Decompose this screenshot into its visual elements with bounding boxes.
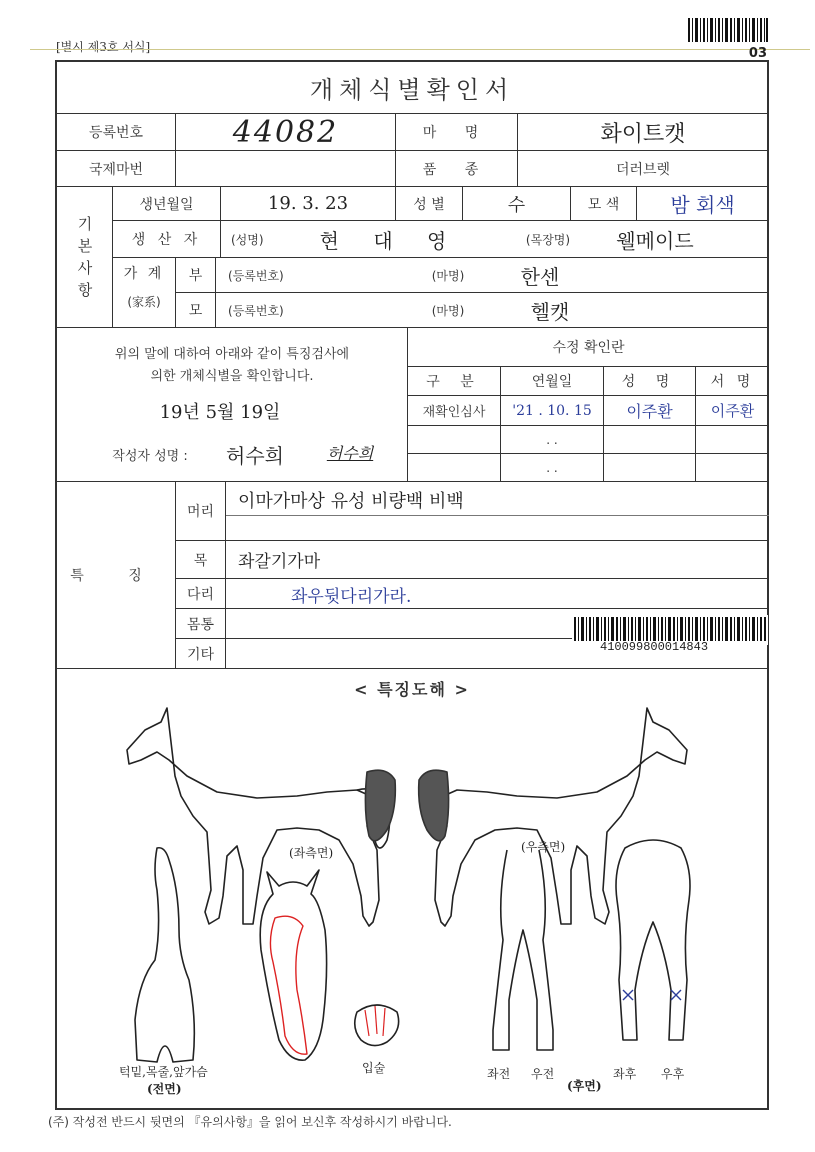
farm-label: (목장명) bbox=[525, 232, 571, 247]
face-markings bbox=[270, 916, 307, 1054]
rule bbox=[225, 481, 226, 668]
horse-name-value: 화이트캣 bbox=[600, 121, 686, 147]
birth-value: 19. 3. 23 bbox=[267, 193, 349, 214]
breed-value: 더러브렛 bbox=[615, 161, 671, 178]
left-side-tail bbox=[365, 770, 395, 841]
rear-legs-outline bbox=[616, 840, 690, 1040]
sex-value: 수 bbox=[507, 194, 526, 216]
front-right-caption: 우전 bbox=[531, 1067, 555, 1081]
dam-name-value: 헬캣 bbox=[530, 299, 570, 324]
header-divider bbox=[30, 49, 810, 50]
neck-value: 좌갈기가마 bbox=[238, 551, 321, 572]
front-body-outline bbox=[135, 848, 194, 1062]
breed-label: 품 종 bbox=[422, 161, 491, 178]
breeder-name-label: (성명) bbox=[231, 232, 264, 247]
rule bbox=[215, 257, 216, 327]
dam-label: 모 bbox=[188, 303, 203, 319]
front-legs-outline bbox=[493, 850, 553, 1050]
front-caption: 턱밑,목줄,앞가슴 bbox=[119, 1065, 208, 1079]
writer-signature: 허수희 bbox=[326, 443, 374, 463]
color-value: 밤 회색 bbox=[670, 193, 735, 217]
barcode-number: 410099800014843 bbox=[600, 640, 709, 654]
top-barcode bbox=[688, 18, 768, 42]
head-value: 이마가마상 유성 비량백 비백 bbox=[238, 491, 464, 512]
statement-line2: 의한 개체식별을 확인합니다. bbox=[150, 368, 314, 384]
revision-col-sign: 서 명 bbox=[710, 374, 755, 390]
color-label: 모 색 bbox=[587, 196, 620, 213]
sire-label: 부 bbox=[188, 268, 203, 284]
basic-section-label: 기본사항 bbox=[77, 215, 93, 299]
body-label: 몸통 bbox=[186, 616, 215, 633]
revision-col-date: 연월일 bbox=[531, 374, 573, 390]
document-title: 개체식별확인서 bbox=[309, 76, 515, 104]
revision-row3-date: . . bbox=[546, 460, 558, 475]
revision-col-name: 성 명 bbox=[621, 374, 678, 390]
revision-col-type: 구 분 bbox=[426, 374, 482, 390]
writer-label: 작성자 성명 : bbox=[112, 448, 188, 464]
revision-row1-name: 이주환 bbox=[626, 402, 673, 421]
breeder-name-value: 현 대 영 bbox=[319, 228, 461, 253]
reg-no-label: 등록번호 bbox=[88, 125, 144, 141]
legs-value: 좌우뒷다리가라. bbox=[291, 586, 412, 607]
face-outline bbox=[260, 870, 326, 1060]
intl-no-label: 국제마번 bbox=[88, 161, 144, 178]
sire-reg-label: (등록번호) bbox=[228, 268, 284, 283]
horse-name-label: 마 명 bbox=[422, 125, 491, 141]
right-side-horse-outline bbox=[435, 708, 687, 926]
revision-row2-date: . . bbox=[546, 432, 558, 447]
rule bbox=[55, 668, 769, 669]
features-section-label: 특 징 bbox=[70, 568, 162, 584]
head-label: 머리 bbox=[186, 504, 215, 520]
lip-caption: 입술 bbox=[362, 1061, 386, 1075]
diagram-title: < 특징도해 > bbox=[354, 679, 470, 699]
sex-label: 성 별 bbox=[413, 196, 445, 213]
rear-right-caption: 우후 bbox=[661, 1067, 685, 1081]
footnote: (주) 작성전 반드시 뒷면의 『유의사항』을 읽어 보신후 작성하시기 바랍니다. bbox=[48, 1115, 452, 1129]
dam-reg-label: (등록번호) bbox=[228, 303, 284, 318]
dam-name-label: (마명) bbox=[431, 303, 465, 318]
statement-line1: 위의 말에 대하여 아래와 같이 특징검사에 bbox=[114, 346, 350, 362]
rule bbox=[175, 540, 769, 541]
front-view-label: (전면) bbox=[147, 1082, 182, 1096]
intl-no-value bbox=[176, 151, 395, 186]
revision-row1-sign: 이주환 bbox=[710, 402, 755, 420]
legs-label: 다리 bbox=[186, 586, 215, 603]
breeder-label: 생 산 자 bbox=[131, 232, 202, 248]
family-sub-label: (家系) bbox=[127, 294, 161, 309]
front-left-caption: 좌전 bbox=[487, 1067, 511, 1081]
farm-value: 웰메이드 bbox=[616, 228, 694, 253]
rear-view-label: (후면) bbox=[567, 1079, 602, 1093]
rear-left-caption: 좌후 bbox=[613, 1067, 637, 1081]
lip-markings bbox=[365, 1006, 385, 1036]
reg-no-value: 44082 bbox=[232, 114, 339, 150]
family-label: 가 계 bbox=[123, 266, 165, 282]
horse-diagram bbox=[57, 700, 767, 1108]
rear-leg-markings bbox=[623, 990, 681, 1000]
writer-value: 허수희 bbox=[226, 443, 284, 468]
other-label: 기타 bbox=[186, 646, 215, 663]
revision-row1-type: 재확인심사 bbox=[422, 405, 486, 420]
confirm-date: 19년 5월 19일 bbox=[159, 402, 281, 423]
sire-name-label: (마명) bbox=[431, 268, 465, 283]
revision-row1-date: '21 . 10. 15 bbox=[512, 402, 592, 419]
right-side-tail bbox=[419, 770, 449, 841]
page-number: 03 bbox=[748, 46, 767, 61]
left-side-caption: (좌측면) bbox=[289, 846, 334, 860]
revision-title: 수정 확인란 bbox=[552, 340, 625, 356]
birth-label: 생년월일 bbox=[139, 196, 194, 213]
right-side-caption: (우측면) bbox=[521, 840, 566, 854]
sire-name-value: 한센 bbox=[520, 264, 560, 289]
form-label: [별시 제3호 서식] bbox=[56, 40, 151, 54]
neck-label: 목 bbox=[193, 552, 208, 569]
left-side-horse-outline bbox=[127, 708, 390, 926]
